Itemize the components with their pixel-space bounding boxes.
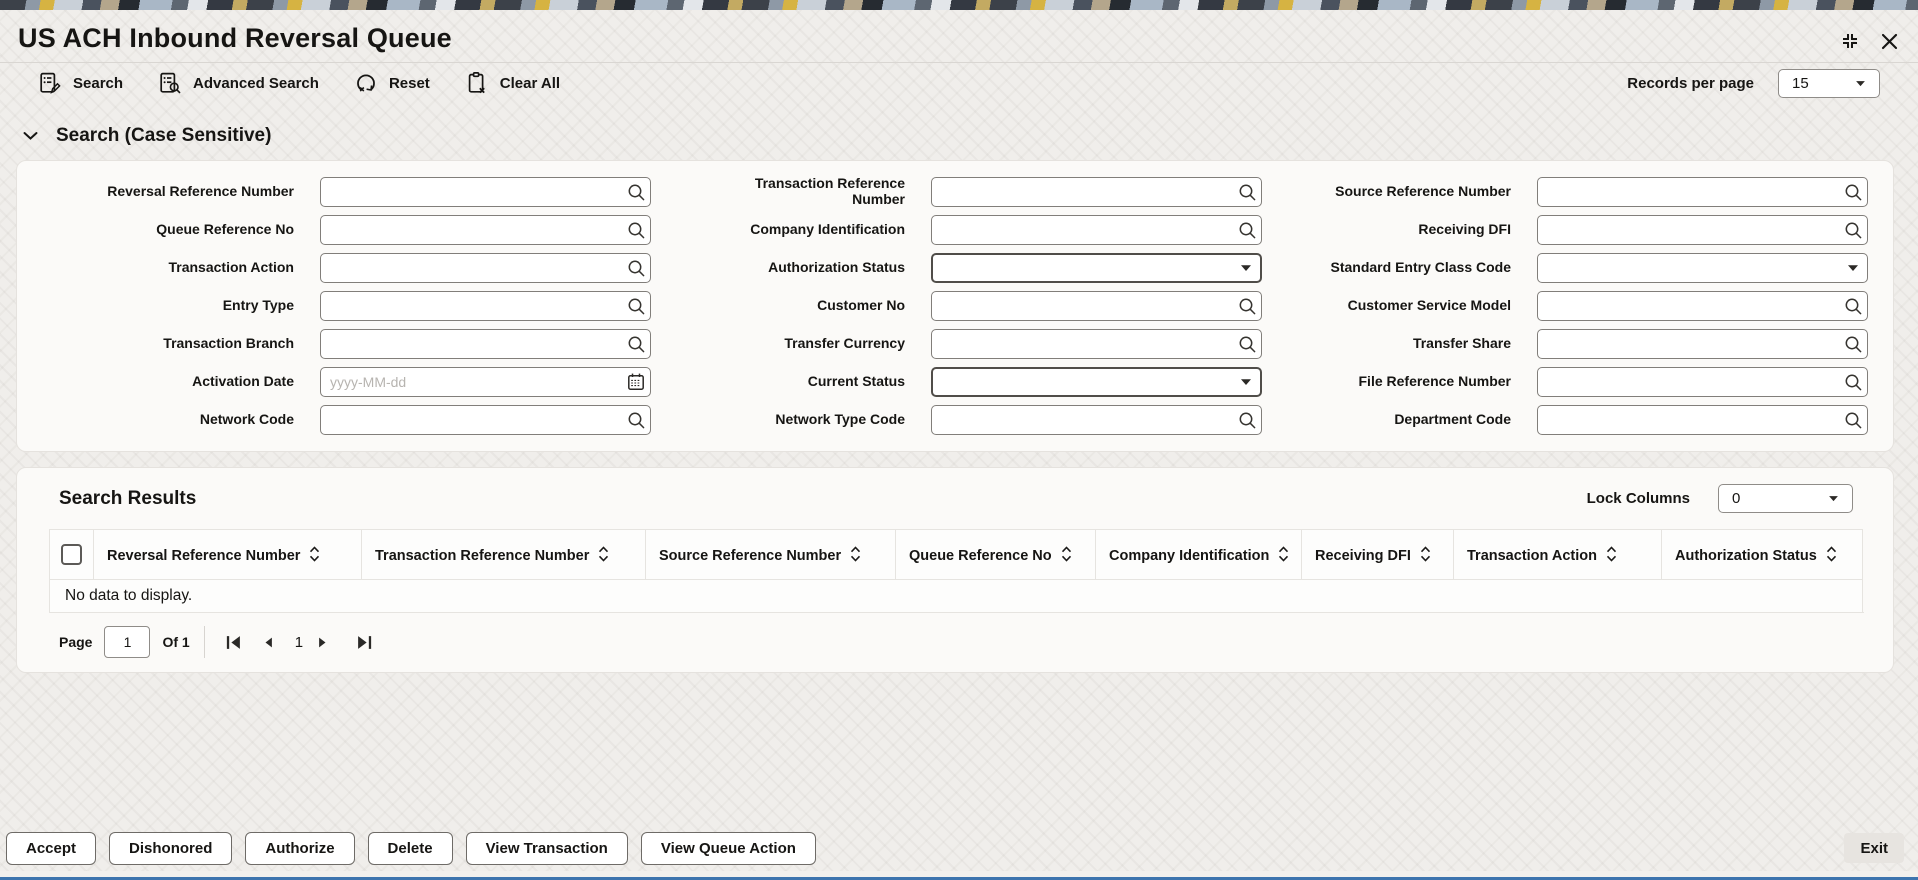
field-label: Activation Date [192, 373, 294, 390]
search-section-title: Search (Case Sensitive) [56, 125, 272, 146]
form-row-company-identification [727, 211, 1262, 249]
records-per-page-value: 15 [1792, 74, 1809, 92]
column-header-transaction-action[interactable] [1454, 530, 1662, 580]
divider [204, 626, 205, 658]
records-per-page-label: Records per page [1627, 74, 1754, 92]
field-label: Source Reference Number [1335, 183, 1511, 200]
page-number-input[interactable] [104, 626, 150, 658]
lock-columns-label: Lock Columns [1586, 490, 1690, 507]
sort-icon[interactable] [1597, 548, 1617, 564]
transaction-branch-input[interactable] [321, 330, 622, 358]
magnifier-icon[interactable] [622, 183, 650, 202]
field-label: Current Status [807, 373, 905, 390]
column-header-label: Transaction Reference Number [375, 547, 590, 564]
title-bar [0, 10, 1918, 62]
toolbar [0, 63, 1918, 103]
form-row-customer-service-model [1311, 287, 1868, 325]
records-per-page [1627, 69, 1880, 98]
results-table [49, 529, 1863, 613]
lock-columns-select[interactable] [1718, 484, 1853, 513]
magnifier-icon[interactable] [622, 335, 650, 354]
column-header-label: Company Identification [1109, 547, 1270, 564]
sort-icon[interactable] [589, 548, 609, 564]
form-row-activation-date [94, 363, 651, 401]
pagination [59, 626, 1893, 658]
select-all-checkbox[interactable] [61, 544, 82, 565]
field-label: Receiving DFI [1418, 221, 1511, 238]
records-per-page-select[interactable] [1778, 69, 1880, 98]
sort-icon[interactable] [1052, 548, 1072, 564]
form-column-2 [727, 173, 1262, 439]
source-reference-number-field [1537, 177, 1868, 207]
collapse-window-icon[interactable] [1839, 30, 1861, 52]
network-type-code-input[interactable] [932, 406, 1233, 434]
view-transaction-button[interactable]: View Transaction [466, 832, 628, 865]
close-icon[interactable] [1878, 30, 1900, 52]
column-header-source-reference-number[interactable] [646, 530, 896, 580]
form-row-entry-type [94, 287, 651, 325]
transfer-share-input[interactable] [1538, 330, 1839, 358]
page-of-label: Of 1 [162, 634, 190, 650]
page-label: Page [59, 634, 93, 650]
magnifier-icon[interactable] [1839, 411, 1867, 430]
form-row-reversal-reference-number [94, 173, 651, 211]
entry-type-input[interactable] [321, 292, 622, 320]
magnifier-icon[interactable] [1233, 297, 1261, 316]
exit-button[interactable]: Exit [1844, 833, 1904, 863]
view-queue-action-button[interactable]: View Queue Action [641, 832, 816, 865]
magnifier-icon[interactable] [1233, 335, 1261, 354]
first-page-button[interactable] [221, 629, 247, 655]
transfer-share-field [1537, 329, 1868, 359]
magnifier-icon[interactable] [1839, 373, 1867, 392]
form-row-queue-reference-no [94, 211, 651, 249]
column-header-label: Authorization Status [1675, 547, 1817, 564]
toolbar-action-label: Reset [388, 74, 430, 92]
current-status-field [931, 367, 1262, 397]
transaction-reference-number-input[interactable] [932, 178, 1233, 206]
next-page-button[interactable] [309, 629, 335, 655]
form-row-department-code [1311, 401, 1868, 439]
field-label: Network Code [199, 411, 294, 428]
sort-icon[interactable] [1411, 548, 1431, 564]
form-row-transaction-action [94, 249, 651, 287]
form-row-current-status [727, 363, 1262, 401]
chevron-down-icon [23, 131, 38, 141]
toolbar-action-label: Advanced Search [193, 74, 319, 92]
field-label: Transaction Reference Number [754, 175, 905, 207]
form-row-network-type-code [727, 401, 1262, 439]
sort-icon[interactable] [1269, 548, 1289, 564]
lock-columns [1587, 484, 1853, 513]
search-form-icon [38, 71, 62, 95]
field-label: Reversal Reference Number [107, 183, 294, 200]
sort-icon[interactable] [300, 548, 320, 564]
column-header-transaction-reference-number[interactable] [362, 530, 646, 580]
column-header-receiving-dfi[interactable] [1302, 530, 1454, 580]
form-row-customer-no [727, 287, 1262, 325]
field-label: Customer Service Model [1347, 297, 1511, 314]
accept-button[interactable]: Accept [6, 832, 96, 865]
magnifier-icon[interactable] [1233, 221, 1261, 240]
customer-service-model-field [1537, 291, 1868, 321]
chevron-down-icon [1828, 495, 1839, 502]
department-code-input[interactable] [1538, 406, 1839, 434]
reset-icon [354, 71, 378, 95]
toolbar-action-reset[interactable] [354, 71, 430, 95]
transaction-action-field [320, 253, 651, 283]
dishonored-button[interactable]: Dishonored [109, 832, 232, 865]
delete-button[interactable]: Delete [368, 832, 453, 865]
network-type-code-field [931, 405, 1262, 435]
column-header-label: Transaction Action [1467, 547, 1597, 564]
entry-type-field [320, 291, 651, 321]
chevron-down-icon [1855, 80, 1866, 87]
magnifier-icon[interactable] [622, 411, 650, 430]
form-row-transfer-currency [727, 325, 1262, 363]
form-row-source-reference-number [1311, 173, 1868, 211]
column-header-label: Queue Reference No [909, 547, 1052, 564]
field-label: Department Code [1394, 411, 1511, 428]
clear-all-icon [465, 71, 489, 95]
action-button-bar [0, 831, 1918, 865]
toolbar-action-label: Clear All [499, 74, 561, 92]
network-code-input[interactable] [321, 406, 622, 434]
caret-down-icon[interactable] [1232, 264, 1260, 272]
magnifier-icon[interactable] [1839, 183, 1867, 202]
magnifier-icon[interactable] [622, 297, 650, 316]
advanced-search-icon [158, 71, 182, 95]
decorative-banner [0, 0, 1918, 10]
reversal-reference-number-input[interactable] [321, 178, 622, 206]
field-label: File Reference Number [1358, 373, 1511, 390]
transfer-currency-field [931, 329, 1262, 359]
magnifier-icon[interactable] [1233, 411, 1261, 430]
form-column-1 [94, 173, 651, 439]
lock-columns-value: 0 [1732, 490, 1741, 507]
toolbar-action-search[interactable] [38, 71, 123, 95]
column-header-label: Source Reference Number [659, 547, 842, 564]
field-label: Company Identification [750, 221, 905, 238]
field-label: Queue Reference No [156, 221, 294, 238]
field-label: Network Type Code [775, 411, 905, 428]
magnifier-icon[interactable] [1839, 221, 1867, 240]
transaction-reference-number-field [931, 177, 1262, 207]
column-header-label: Receiving DFI [1315, 547, 1411, 564]
standard-entry-class-code-field [1537, 253, 1868, 283]
source-reference-number-input[interactable] [1538, 178, 1839, 206]
receiving-dfi-input[interactable] [1538, 216, 1839, 244]
field-label: Transaction Branch [163, 335, 294, 352]
file-reference-number-input[interactable] [1538, 368, 1839, 396]
magnifier-icon[interactable] [622, 259, 650, 278]
current-page-number[interactable]: 1 [294, 633, 304, 651]
field-label: Transaction Action [168, 259, 294, 276]
company-identification-field [931, 215, 1262, 245]
search-section-header[interactable] [0, 103, 1918, 160]
sort-icon[interactable] [1817, 548, 1837, 564]
transaction-action-input[interactable] [321, 254, 622, 282]
queue-reference-no-field [320, 215, 651, 245]
field-label: Transfer Currency [784, 335, 905, 352]
last-page-button[interactable] [351, 629, 377, 655]
queue-reference-no-input[interactable] [321, 216, 622, 244]
field-label: Entry Type [222, 297, 294, 314]
file-reference-number-field [1537, 367, 1868, 397]
magnifier-icon[interactable] [622, 221, 650, 240]
transfer-currency-input[interactable] [932, 330, 1233, 358]
field-label: Customer No [817, 297, 905, 314]
field-label: Transfer Share [1412, 335, 1511, 352]
sort-icon[interactable] [841, 548, 861, 564]
toolbar-action-advanced-search[interactable] [158, 71, 319, 95]
form-row-authorization-status [727, 249, 1262, 287]
field-label: Standard Entry Class Code [1330, 259, 1511, 276]
standard-entry-class-code-input[interactable] [1538, 254, 1839, 282]
reversal-reference-number-field [320, 177, 651, 207]
form-row-file-reference-number [1311, 363, 1868, 401]
search-results-title: Search Results [59, 487, 197, 509]
column-header-company-identification[interactable] [1096, 530, 1302, 580]
authorization-status-field [931, 253, 1262, 283]
company-identification-input[interactable] [932, 216, 1233, 244]
form-row-transaction-reference-number [727, 173, 1262, 211]
form-row-transaction-branch [94, 325, 651, 363]
previous-page-button[interactable] [256, 629, 282, 655]
form-column-3 [1311, 173, 1868, 439]
current-status-input[interactable] [933, 369, 1232, 395]
page-title: US ACH Inbound Reversal Queue [18, 23, 452, 53]
toolbar-action-label: Search [73, 74, 124, 92]
customer-service-model-input[interactable] [1538, 292, 1839, 320]
transaction-branch-field [320, 329, 651, 359]
form-row-network-code [94, 401, 651, 439]
authorize-button[interactable]: Authorize [245, 832, 354, 865]
search-criteria-panel [16, 160, 1894, 452]
column-header-authorization-status[interactable] [1662, 530, 1863, 580]
activation-date-input[interactable] [321, 368, 622, 396]
form-row-receiving-dfi [1311, 211, 1868, 249]
magnifier-icon[interactable] [1233, 183, 1261, 202]
magnifier-icon[interactable] [1839, 297, 1867, 316]
network-code-field [320, 405, 651, 435]
activation-date-field [320, 367, 651, 397]
column-header-reversal-reference-number[interactable] [94, 530, 362, 580]
form-row-transfer-share [1311, 325, 1868, 363]
select-all-column [50, 530, 94, 580]
field-label: Authorization Status [768, 259, 905, 276]
column-header-label: Reversal Reference Number [107, 547, 301, 564]
calendar-icon[interactable] [622, 372, 650, 392]
customer-no-input[interactable] [932, 292, 1233, 320]
department-code-field [1537, 405, 1868, 435]
column-header-queue-reference-no[interactable] [896, 530, 1096, 580]
authorization-status-input[interactable] [933, 255, 1232, 281]
caret-down-icon[interactable] [1839, 264, 1867, 272]
form-row-standard-entry-class-code [1311, 249, 1868, 287]
empty-table-message: No data to display. [50, 580, 1863, 613]
search-results-panel [16, 467, 1894, 673]
caret-down-icon[interactable] [1232, 378, 1260, 386]
magnifier-icon[interactable] [1839, 335, 1867, 354]
receiving-dfi-field [1537, 215, 1868, 245]
customer-no-field [931, 291, 1262, 321]
toolbar-action-clear-all[interactable] [465, 71, 560, 95]
